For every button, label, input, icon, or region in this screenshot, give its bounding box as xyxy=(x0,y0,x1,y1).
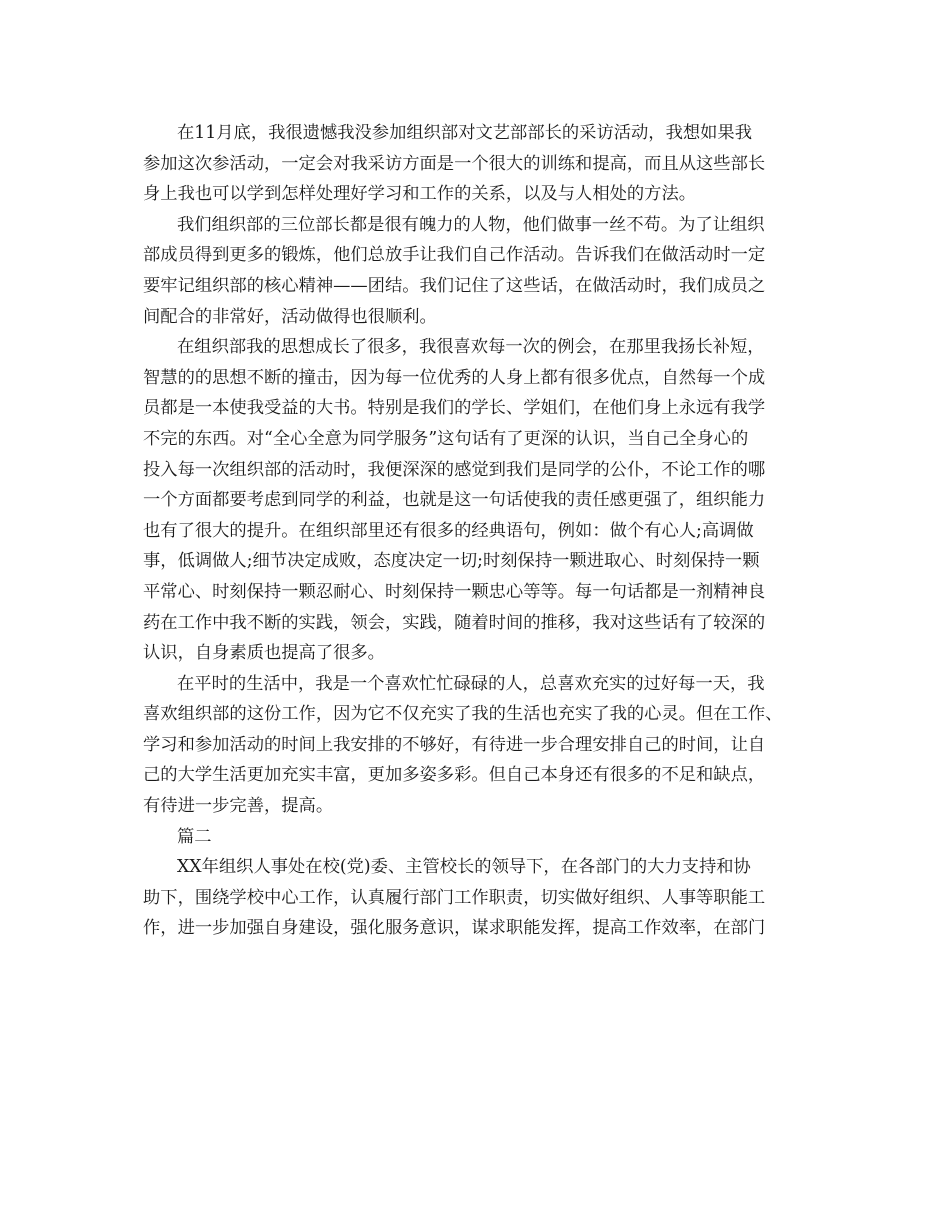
paragraph-line: XX年组织人事处在校(党)委、主管校长的领导下，在各部门的大力支持和协 xyxy=(177,857,751,878)
paragraph-line: 一个方面都要考虑到同学的利益，也就是这一句话使我的责任感更强了，组织能力 xyxy=(143,490,766,511)
paragraph-line: 认识，自身素质也提高了很多。 xyxy=(143,643,385,664)
paragraph-line: 要牢记组织部的核心精神——团结。我们记住了这些话，在做活动时，我们成员之 xyxy=(143,275,766,296)
paragraph-line: 我们组织部的三位部长都是很有魄力的人物，他们做事一丝不苟。为了让组织 xyxy=(177,214,765,235)
paragraph-line: 助下，围绕学校中心工作，认真履行部门工作职责，切实做好组织、人事等职能工 xyxy=(143,887,766,908)
paragraph-line: 在平时的生活中，我是一个喜欢忙忙碌碌的人，总喜欢充实的过好每一天，我 xyxy=(177,673,765,694)
paragraph-line: 药在工作中我不断的实践，领会，实践，随着时间的推移，我对这些话有了较深的 xyxy=(143,612,766,633)
paragraph-line: 己的大学生活更加充实丰富，更加多姿多彩。但自己本身还有很多的不足和缺点， xyxy=(143,765,766,786)
paragraph-line: 学习和参加活动的时间上我安排的不够好，有待进一步合理安排自己的时间，让自 xyxy=(143,734,766,755)
paragraph-line: 身上我也可以学到怎样处理好学习和工作的关系，以及与人相处的方法。 xyxy=(143,184,697,205)
paragraph-line: 喜欢组织部的这份工作，因为它不仅充实了我的生活也充实了我的心灵。但在工作、 xyxy=(143,704,783,725)
paragraph-line: 作，进一步加强自身建设，强化服务意识，谋求职能发挥，提高工作效率，在部门 xyxy=(143,918,766,939)
section-heading: 篇二 xyxy=(177,826,212,847)
paragraph-line: 部成员得到更多的锻炼，他们总放手让我们自己作活动。告诉我们在做活动时一定 xyxy=(143,245,766,266)
paragraph-line: 不完的东西。对“全心全意为同学服务”这句话有了更深的认识，当自己全身心的 xyxy=(143,428,749,449)
paragraph-line: 事，低调做人;细节决定成败，态度决定一切;时刻保持一颗进取心、时刻保持一颗 xyxy=(143,551,760,572)
paragraph-line: 间配合的非常好，活动做得也很顺利。 xyxy=(143,306,437,327)
paragraph-line: 也有了很大的提升。在组织部里还有很多的经典语句，例如：做个有心人;高调做 xyxy=(143,520,754,541)
paragraph-line: 投入每一次组织部的活动时，我便深深的感觉到我们是同学的公仆，不论工作的哪 xyxy=(143,459,766,480)
paragraph-line: 员都是一本使我受益的大书。特别是我们的学长、学姐们，在他们身上永远有我学 xyxy=(143,398,766,419)
paragraph-line: 参加这次参活动，一定会对我采访方面是一个很大的训练和提高，而且从这些部长 xyxy=(143,153,766,174)
paragraph-line: 平常心、时刻保持一颗忍耐心、时刻保持一颗忠心等等。每一句话都是一剂精神良 xyxy=(143,581,766,602)
document-body xyxy=(143,118,808,944)
paragraph-line: 智慧的的思想不断的撞击，因为每一位优秀的人身上都有很多优点，自然每一个成 xyxy=(143,367,766,388)
paragraph-line: 在组织部我的思想成长了很多，我很喜欢每一次的例会，在那里我扬长补短， xyxy=(177,337,765,358)
paragraph-line: 在11月底，我很遗憾我没参加组织部对文艺部部长的采访活动，我想如果我 xyxy=(177,123,752,143)
paragraph-line: 有待进一步完善，提高。 xyxy=(143,796,334,817)
